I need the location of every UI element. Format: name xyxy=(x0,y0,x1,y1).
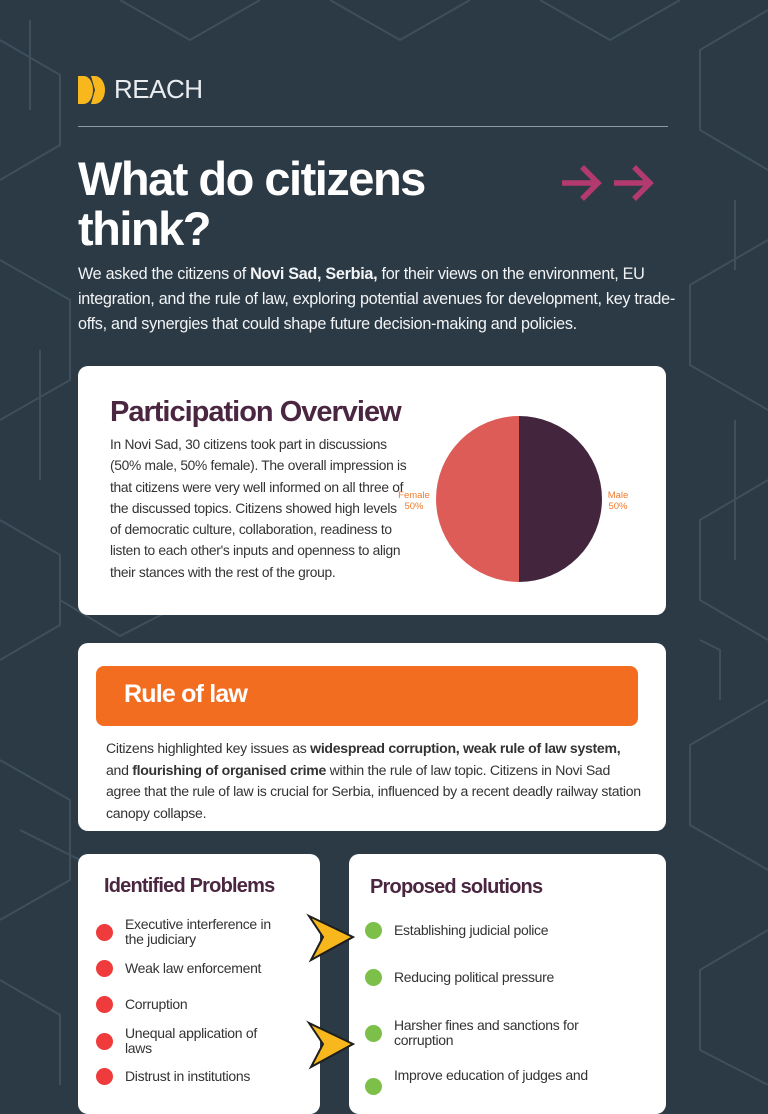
problem-item: Weak law enforcement xyxy=(96,960,306,977)
pie-value-female: 50% xyxy=(404,501,424,512)
solution-item: Harsher fines and sanctions for corruption xyxy=(365,1018,645,1048)
participation-pie-chart xyxy=(396,414,646,584)
problems-title: Identified Problems xyxy=(104,875,275,897)
participation-title: Participation Overview xyxy=(110,396,401,428)
red-bullet-icon xyxy=(96,960,113,977)
rule-of-law-title: Rule of law xyxy=(124,680,248,708)
green-bullet-icon xyxy=(365,1025,382,1042)
solution-item: Reducing political pressure xyxy=(365,969,645,986)
chevron-right-icon xyxy=(305,1020,357,1070)
pie-label-male: Male xyxy=(607,490,629,501)
problem-item: Distrust in institutions xyxy=(96,1068,306,1085)
solution-item: Establishing judicial police xyxy=(365,922,645,939)
red-bullet-icon xyxy=(96,924,113,941)
problem-item: Corruption xyxy=(96,996,306,1013)
solution-item: Improve education of judges and xyxy=(365,1068,645,1095)
pie-value-male: 50% xyxy=(608,501,628,512)
pie-slice-male xyxy=(519,416,602,582)
participation-text: In Novi Sad, 30 citizens took part in discussions (50% male, 50% female). The overall impression is that citizens were very well informed on all three of the discussed topics. Citizens showed high levels of democratic culture, collaboration, readiness to listen to each other's inputs and openness to align their stances with the rest of the group. xyxy=(110,437,407,580)
page-title: What do citizens think? xyxy=(78,152,425,255)
problem-item: Executive interference in the judiciary xyxy=(96,917,306,947)
intro-paragraph: We asked the citizens of Novi Sad, Serbia, for their views on the environment, EU integration, and the rule of law, exploring potential avenues for development, key trade-offs, and synergies that could shape future decision-making and policies. xyxy=(78,265,675,333)
reach-logo[interactable] xyxy=(78,74,203,105)
green-bullet-icon xyxy=(365,969,382,986)
brand-name: REACH xyxy=(114,74,203,104)
header-divider xyxy=(78,126,668,127)
rule-of-law-text: Citizens highlighted key issues as widespread corruption, weak rule of law system, and flourishing of organised crime within the rule of law topic. Citizens in Novi Sad agree that the rule of law is crucial for Serbia, influenced by a recent deadly railway station canopy collapse. xyxy=(106,740,641,821)
problem-item: Unequal application of laws xyxy=(96,1026,306,1056)
double-arrow-icon xyxy=(560,160,655,206)
pie-slice-female xyxy=(436,416,519,582)
reach-logo-icon xyxy=(78,76,106,104)
red-bullet-icon xyxy=(96,1068,113,1085)
pie-label-female: Female xyxy=(398,490,430,501)
chevron-right-icon xyxy=(305,913,357,963)
green-bullet-icon xyxy=(365,1078,382,1095)
red-bullet-icon xyxy=(96,1033,113,1050)
red-bullet-icon xyxy=(96,996,113,1013)
solutions-title: Proposed solutions xyxy=(370,876,543,898)
green-bullet-icon xyxy=(365,922,382,939)
